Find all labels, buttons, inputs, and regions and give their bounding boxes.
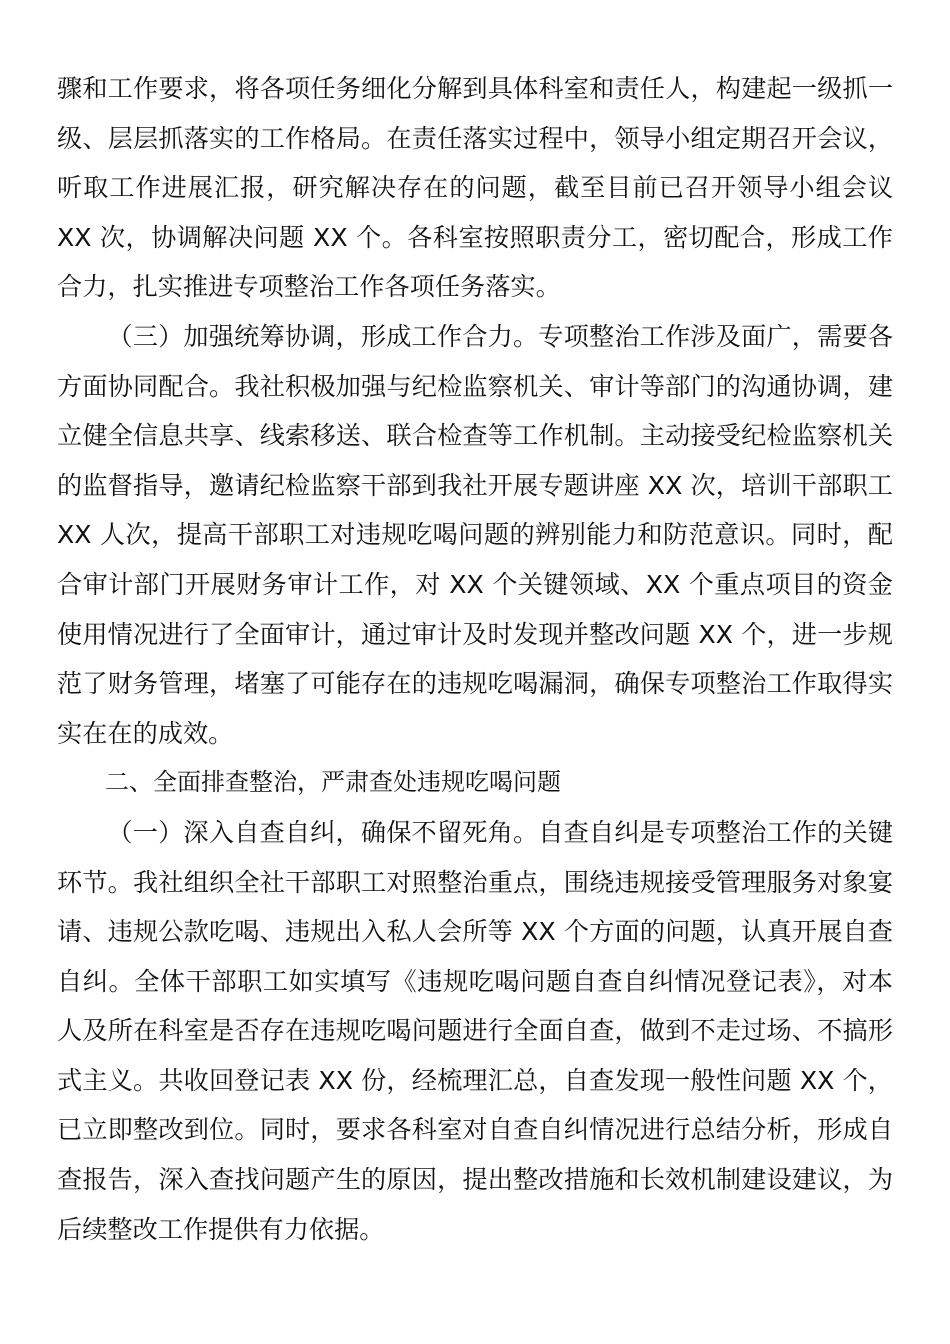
paragraph-strengthen-coordination: （三）加强统筹协调，形成工作合力。专项整治工作涉及面广，需要各方面协同配合。我社积极加强与纪检监察机关、审计等部门的沟通协调，建立健全信息共享、线索移送、联合检查等工作机制。主动接受纪检监察机关的监督指导，邀请纪检监察干部到我社开展专题讲座 XX 次，培训干部职工 XX 人次，提高干部职工对违规吃喝问题的辨别能力和防范意识。同时，配合审计部门开展财务审计工作，对 XX 个关键领域、XX 个重点项目的资金使用情况进行了全面审计，通过审计及时发现并整改问题 XX 个，进一步规范了财务管理，堵塞了可能存在的违规吃喝漏洞，确保专项整治工作取得实实在在的成效。 [57, 321, 893, 748]
paragraph-continuation: 骤和工作要求，将各项任务细化分解到具体科室和责任人，构建起一级抓一级、层层抓落实的工作格局。在责任落实过程中，领导小组定期召开会议，听取工作进展汇报，研究解决存在的问题，截至目前已召开领导小组会议 XX 次，协调解决问题 XX 个。各科室按照职责分工，密切配合，形成工作合力，扎实推进专项整治工作各项任务落实。 [57, 74, 893, 302]
section-heading-investigation: 二、全面排查整治，严肃查处违规吃喝问题 [105, 768, 561, 797]
document-body [57, 64, 893, 1254]
paragraph-self-inspection: （一）深入自查自纠，确保不留死角。自查自纠是专项整治工作的关键环节。我社组织全社干部职工对照整治重点，围绕违规接受管理服务对象宴请、违规公款吃喝、违规出入私人会所等 XX 个方面的问题，认真开展自查自纠。全体干部职工如实填写《违规吃喝问题自查自纠情况登记表》，对本人及所在科室是否存在违规吃喝问题进行全面自查，做到不走过场、不搞形式主义。共收回登记表 XX 份，经梳理汇总，自查发现一般性问题 XX 个，已立即整改到位。同时，要求各科室对自查自纠情况进行总结分析，形成自查报告，深入查找问题产生的原因，提出整改措施和长效机制建设建议，为后续整改工作提供有力依据。 [57, 817, 893, 1244]
